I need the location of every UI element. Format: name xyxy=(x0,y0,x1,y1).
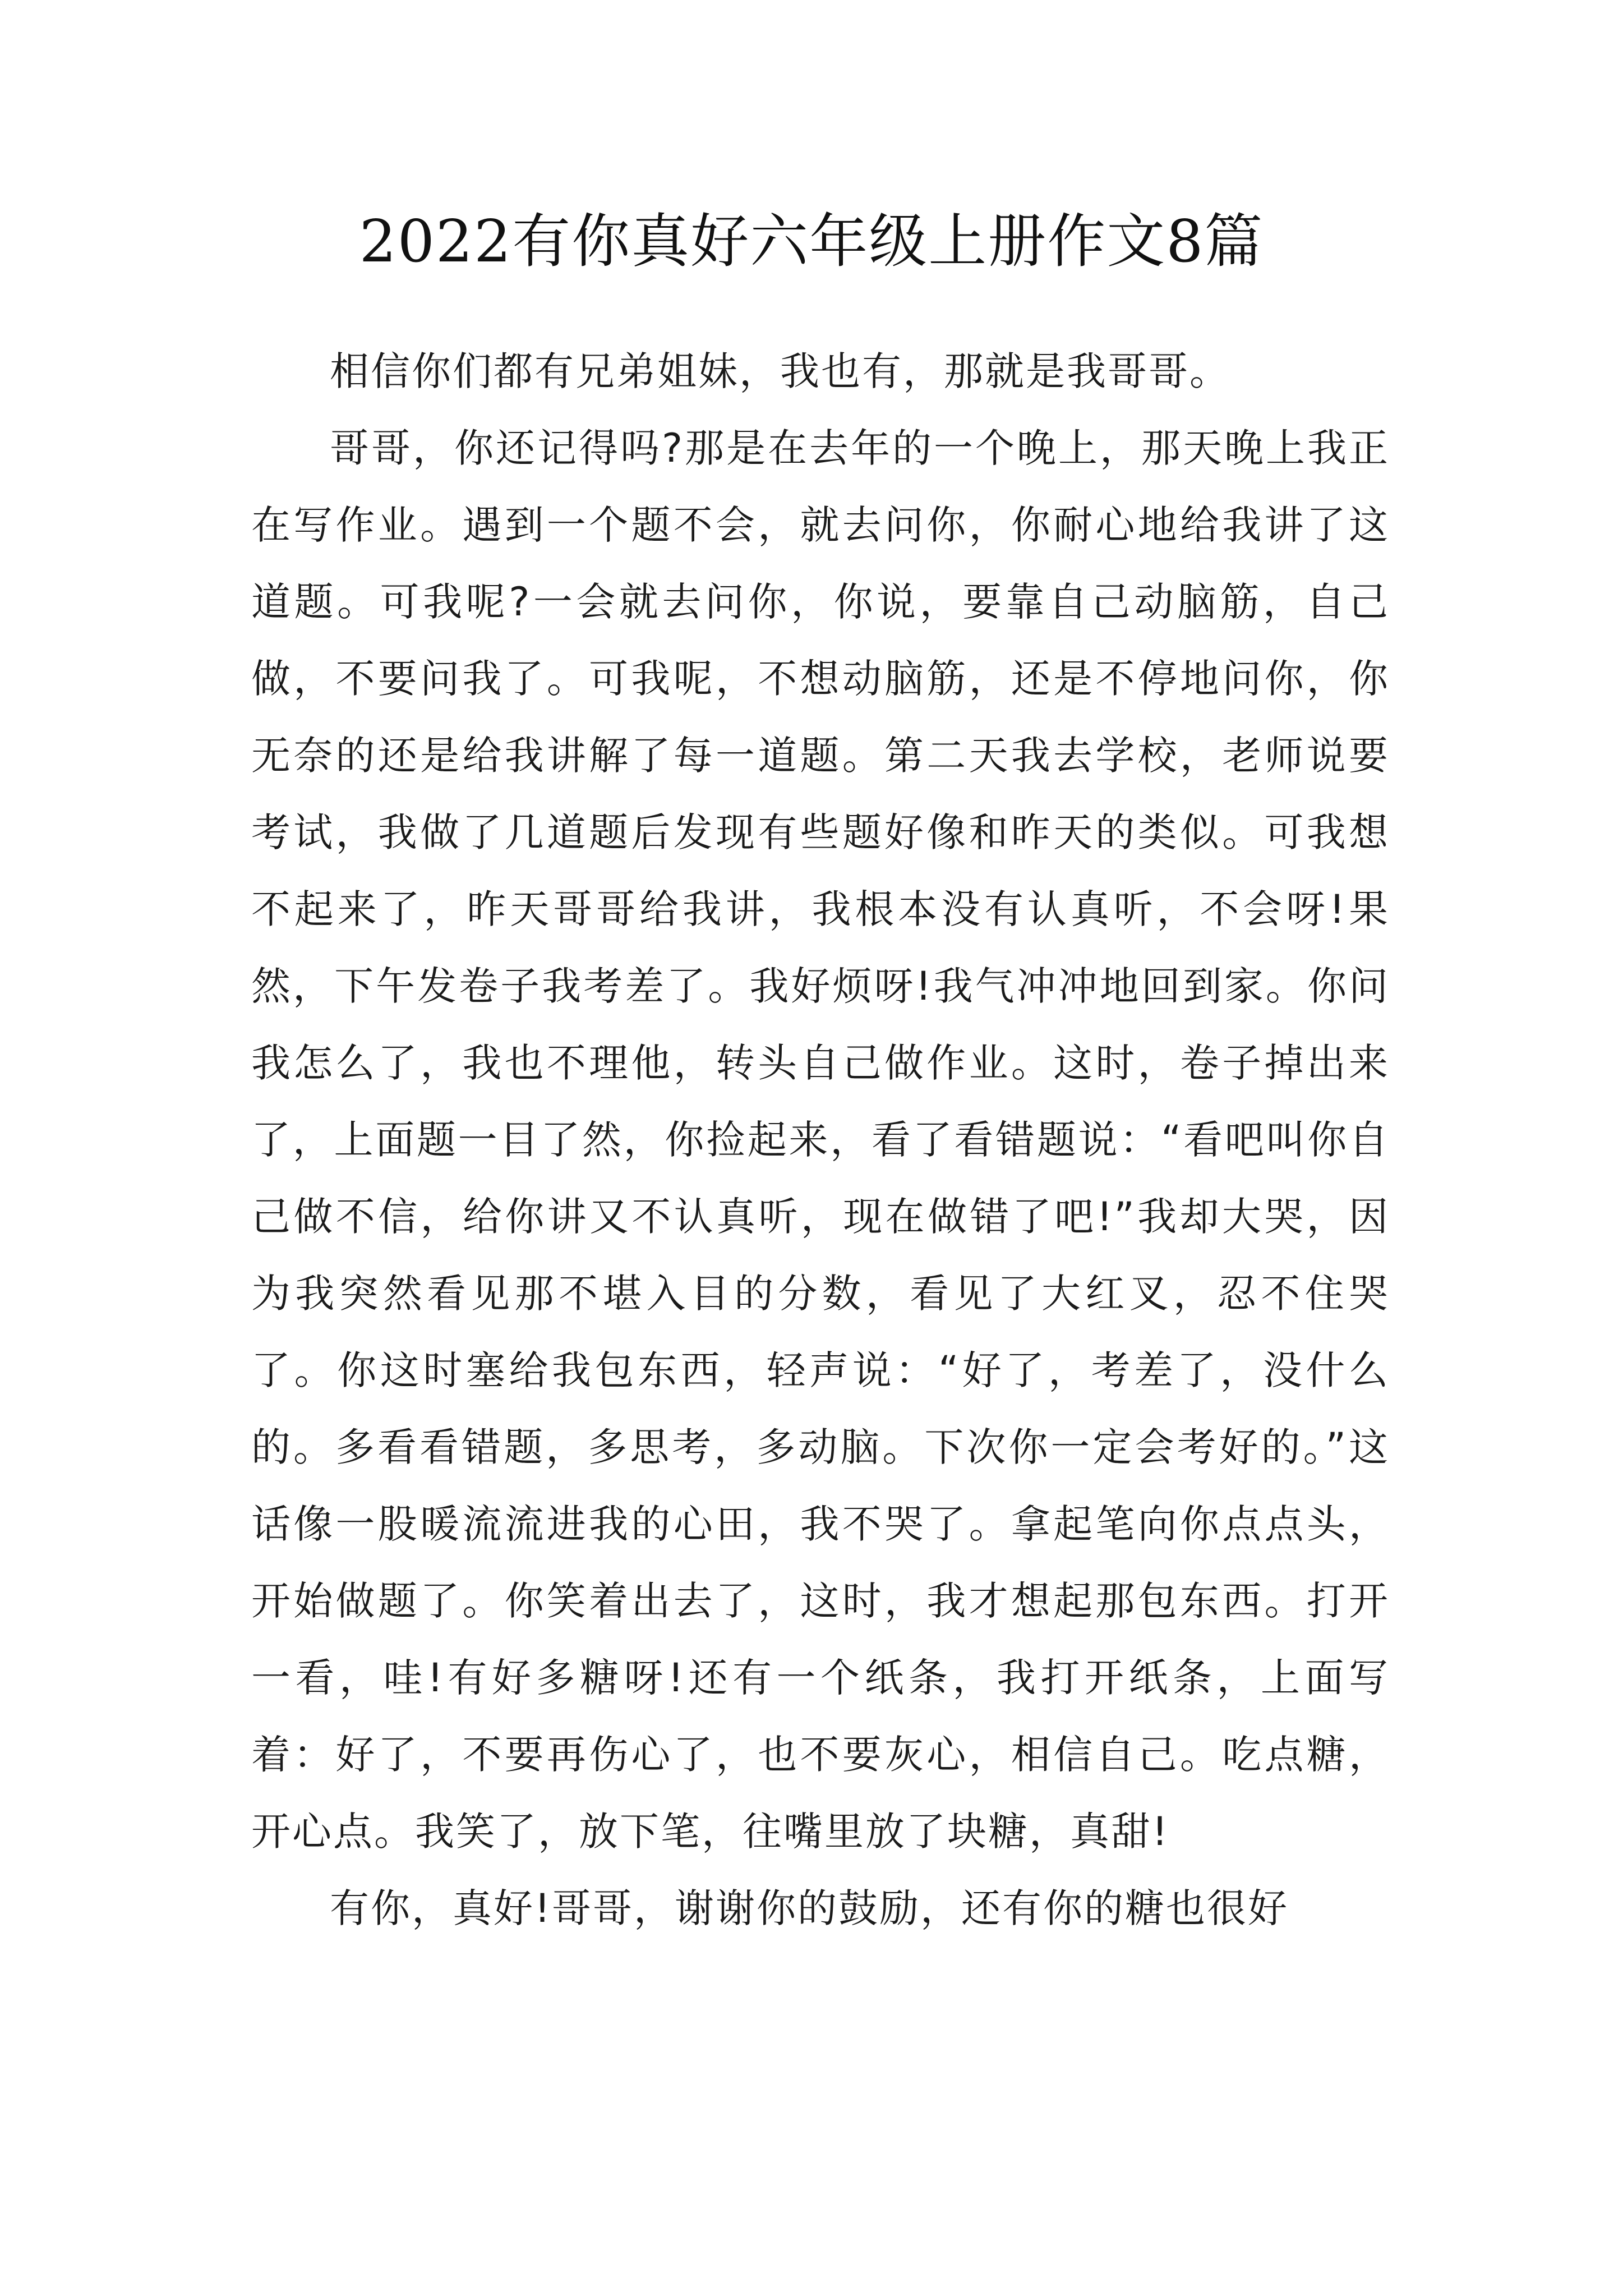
paragraph-intro: 相信你们都有兄弟姐妹，我也有，那就是我哥哥。 xyxy=(330,348,1230,394)
document-title: 2022有你真好六年级上册作文8篇 xyxy=(359,207,1264,275)
paragraph-story: 哥哥，你还记得吗?那是在去年的一个晚上，那天晚上我正在写作业。遇到一个题不会，就去问你，你耐心地给我讲了这道题。可我呢?一会就去问你，你说，要靠自己动脑筋，自己做，不要问我了。可我呢，不想动脑筋，还是不停地问你，你无奈的还是给我讲解了每一道题。第二天我去学校，老师说要考试，我做了几道题后发现有些题好像和昨天的类似。可我想不起来了，昨天哥哥给我讲，我根本没有认真听，不会呀!果然，下午发卷子我考差了。我好烦呀!我气冲冲地回到家。你问我怎么了，我也不理他，转头自己做作业。这时，卷子掉出来了，上面题一目了然，你捡起来，看了看错题说：“看吧叫你自己做不信，给你讲又不认真听，现在做错了吧!”我却大哭，因为我突然看见那不堪入目的分数，看见了大红叉，忍不住哭了。你这时塞给我包东西，轻声说：“好了，考差了，没什么的。多看看错题，多思考，多动脑。下次你一定会考好的。”这话像一股暖流流进我的心田，我不哭了。拿起笔向你点点头，开始做题了。你笑着出去了，这时，我才想起那包东西。打开一看，哇!有好多糖呀!还有一个纸条，我打开纸条，上面写着：好了，不要再伤心了，也不要灰心，相信自己。吃点糖，开心点。我笑了，放下笔，往嘴里放了块糖，真甜! xyxy=(251,425,1390,1855)
document-body xyxy=(251,333,1390,1947)
paragraph-closing: 有你，真好!哥哥，谢谢你的鼓励，还有你的糖也很好 xyxy=(330,1885,1289,1931)
